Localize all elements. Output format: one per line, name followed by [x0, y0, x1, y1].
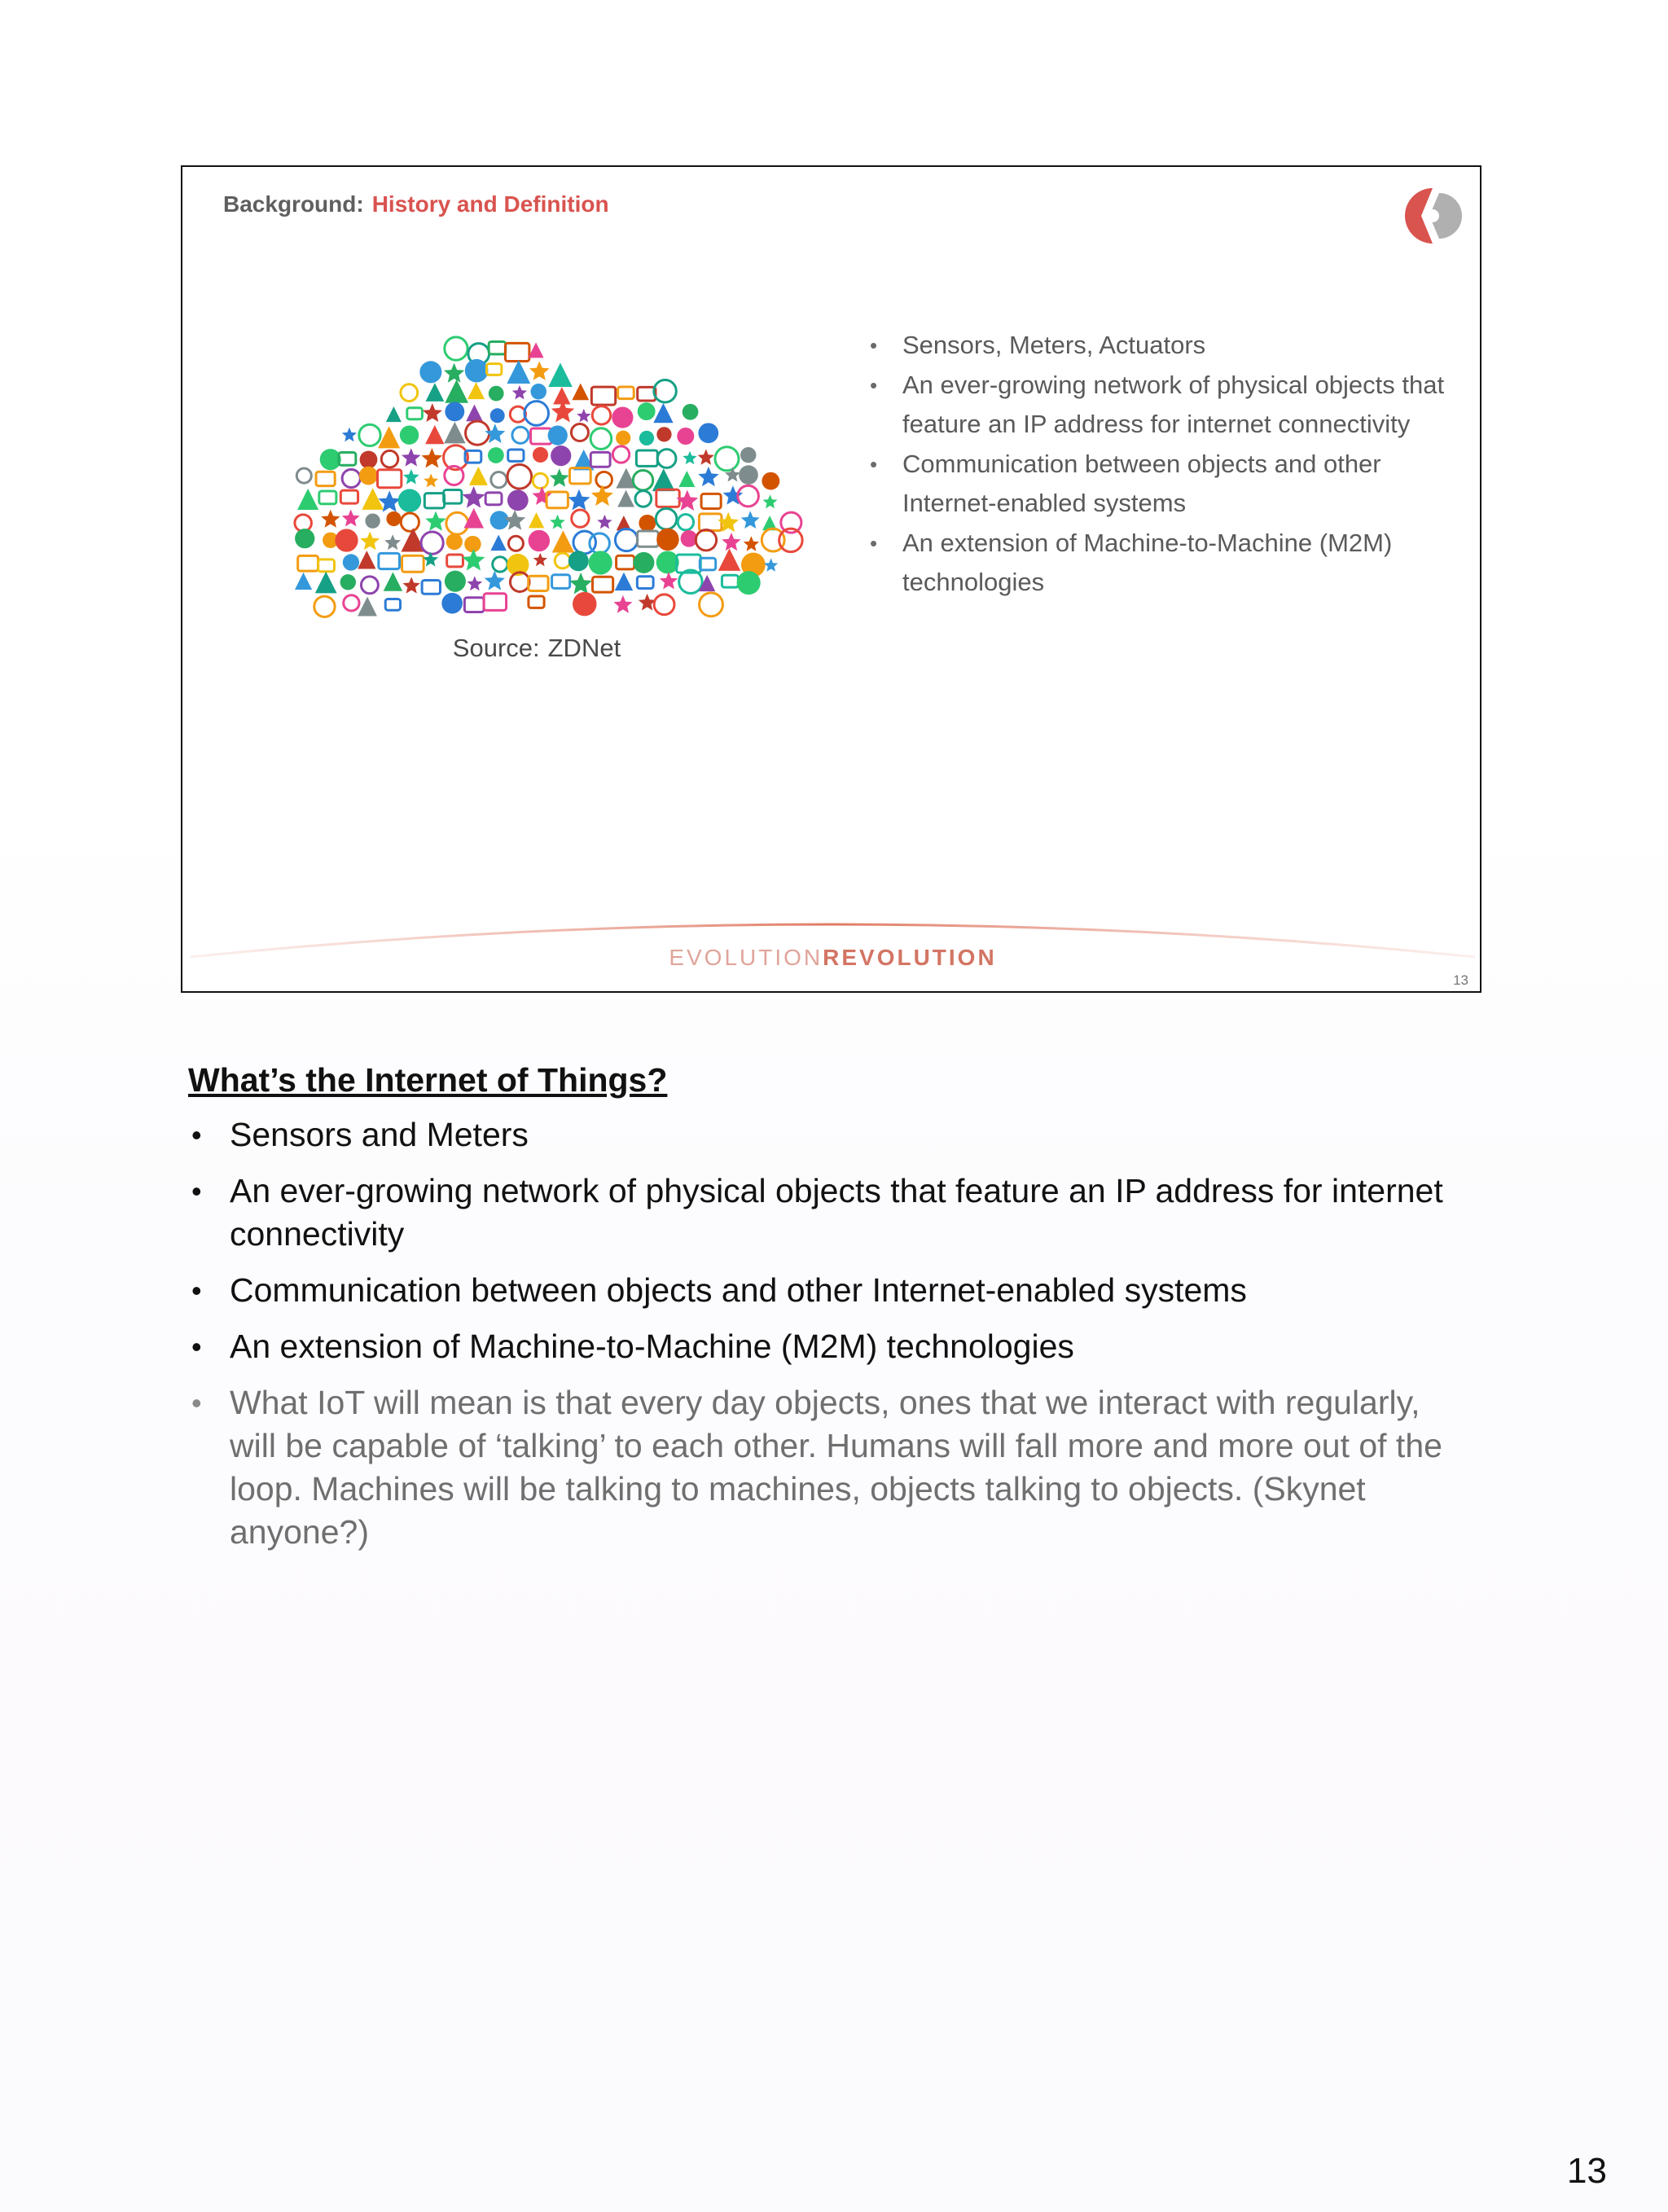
cloud-icon-star: [402, 448, 421, 466]
cloud-icon-circle: [295, 529, 314, 548]
cloud-icon-circle: [386, 511, 401, 526]
cloud-icon-triangle: [358, 597, 377, 617]
cloud-icon-ring: [344, 595, 359, 611]
cloud-icon-star: [512, 385, 527, 399]
cloud-icon-star: [698, 467, 719, 486]
cloud-icon-screen: [385, 599, 400, 611]
cloud-icon-ring: [555, 553, 570, 568]
cloud-icon-ring: [421, 532, 443, 554]
cloud-icon-ring: [361, 577, 378, 594]
cloud-icon-star: [423, 403, 442, 422]
cloud-icon-circle: [419, 361, 441, 383]
cloud-icon-ring: [571, 424, 588, 441]
cloud-icon-screen: [379, 553, 400, 568]
cloud-icon-circle: [616, 431, 630, 445]
cloud-icon-screen: [339, 453, 356, 466]
cloud-icon-ring: [445, 337, 467, 360]
cloud-icon-triangle: [445, 380, 468, 403]
cloud-icon-star: [744, 536, 759, 551]
cloud-icon-circle: [612, 407, 633, 428]
notes-bullet-list: [188, 1113, 1459, 1567]
cloud-icon-star: [683, 451, 696, 464]
cloud-icon-screen: [656, 489, 679, 507]
cloud-icon-ring: [493, 557, 507, 572]
cloud-icon-screen: [340, 490, 358, 503]
cloud-icon-screen: [319, 491, 336, 504]
cloud-icon-star: [741, 511, 760, 529]
cloud-icon-ring: [508, 536, 523, 551]
cloud-icon-circle: [737, 571, 761, 595]
cloud-icon-screen: [484, 594, 506, 611]
cloud-icon-triangle: [572, 383, 589, 400]
cloud-icon-ring: [572, 510, 589, 527]
cloud-icon-star: [533, 553, 547, 566]
cloud-icon-ring: [507, 464, 532, 489]
footer-brand-wordmark: [182, 945, 1481, 971]
cloud-icon-star: [577, 409, 590, 423]
slide-header: [223, 191, 609, 217]
slide-header-label: Background:: [223, 191, 364, 217]
cloud-icon-screen: [701, 494, 721, 508]
cloud-icon-screen: [447, 555, 463, 567]
cloud-icon-circle: [441, 593, 463, 614]
cloud-icon-circle: [529, 530, 551, 552]
cloud-icon-triangle: [444, 422, 465, 443]
cloud-icon-star: [462, 549, 485, 571]
iot-icon-cloud-image: [256, 314, 818, 623]
slide-number: 13: [1453, 972, 1468, 988]
cloud-icon-star: [597, 515, 612, 529]
cloud-icon-circle: [360, 450, 378, 468]
cloud-icon-ring: [533, 473, 547, 488]
cloud-icon-ring: [590, 533, 610, 554]
cloud-icon-screen: [422, 581, 440, 595]
slide-header-title: History and Definition: [371, 191, 609, 217]
cloud-icon-ring: [700, 593, 723, 617]
cloud-icon-star: [725, 467, 740, 481]
cloud-icon-ring: [401, 384, 418, 402]
cloud-icon-ring: [656, 508, 677, 529]
cloud-icon-triangle: [297, 489, 318, 510]
page-number: 13: [1567, 2151, 1607, 2191]
cloud-icon-circle: [762, 472, 779, 490]
cloud-icon-star: [569, 573, 592, 595]
cloud-icon-circle: [739, 465, 758, 485]
cloud-icon-screen: [402, 555, 424, 572]
cloud-icon-triangle: [469, 467, 488, 485]
cloud-icon-triangle: [426, 383, 445, 402]
cloud-icon-ring: [342, 469, 360, 487]
cloud-icon-screen: [464, 598, 484, 612]
slide-thumbnail: [181, 165, 1481, 993]
cloud-icon-triangle: [653, 403, 673, 423]
cloud-icon-circle: [335, 529, 358, 551]
cloud-icon-screen: [722, 575, 738, 587]
cloud-icon-circle: [445, 571, 466, 592]
cloud-icon-star: [550, 468, 569, 487]
cloud-icon-ring: [738, 485, 759, 507]
cloud-icon-circle: [639, 515, 656, 532]
image-caption-source: ZDNet: [547, 634, 621, 662]
cloud-icon-star: [764, 558, 778, 571]
cloud-icon-star: [722, 533, 740, 551]
cloud-icon-triangle: [529, 512, 544, 528]
slide-bullet: • Communication between objects and other Internet-enabled systems: [865, 445, 1451, 524]
cloud-icon-star: [550, 515, 565, 529]
cloud-icon-ring: [635, 491, 652, 507]
cloud-icon-circle: [589, 551, 612, 574]
cloud-icon-circle: [489, 386, 504, 402]
cloud-icon-star: [424, 473, 438, 487]
cloud-icon-screen: [489, 341, 506, 353]
cloud-icon-star: [613, 595, 632, 613]
cloud-icon-star: [660, 572, 678, 589]
cloud-icon-ring: [401, 513, 419, 531]
cloud-icon-star: [444, 363, 464, 383]
cloud-icon-triangle: [295, 573, 312, 590]
cloud-icon-star: [422, 448, 443, 467]
cloud-icon-circle: [400, 425, 419, 444]
cloud-icon-triangle: [490, 535, 507, 551]
cloud-icon-triangle: [617, 490, 634, 507]
cloud-icon-triangle: [467, 382, 485, 399]
cloud-icon-triangle: [507, 360, 530, 384]
cloud-icon-screen: [699, 514, 722, 531]
cloud-icon-star: [529, 361, 550, 380]
cloud-icon-star: [591, 485, 613, 506]
cloud-icon-star: [360, 532, 380, 551]
slide-bullet: • An extension of Machine-to-Machine (M2M) technologies: [865, 524, 1451, 603]
cloud-icon-circle: [656, 427, 671, 441]
cloud-icon-circle: [677, 428, 694, 445]
cloud-icon-star: [342, 428, 357, 442]
cloud-icon-circle: [639, 431, 654, 445]
cloud-icon-circle: [573, 592, 596, 616]
cloud-icon-screen: [637, 577, 653, 589]
notes-bullet: • Sensors and Meters: [188, 1113, 1459, 1156]
cloud-icon-circle: [551, 445, 571, 466]
cloud-icon-circle: [548, 425, 568, 445]
cloud-icon-triangle: [548, 362, 573, 387]
cloud-icon-star: [463, 486, 485, 508]
cloud-icon-screen: [318, 560, 335, 572]
cloud-icon-star: [384, 534, 401, 550]
cloud-icon-screen: [485, 493, 502, 505]
cloud-icon-screen: [444, 489, 462, 503]
cloud-icon-ring: [314, 596, 335, 617]
cloud-icon-ring: [592, 406, 610, 424]
cloud-icon-triangle: [358, 551, 375, 568]
cloud-icon-ring: [657, 450, 676, 468]
cloud-icon-triangle: [553, 387, 570, 404]
cloud-icon-star: [698, 450, 714, 465]
cloud-icon-star: [485, 571, 505, 590]
cloud-icon-screen: [529, 596, 544, 608]
cloud-icon-star: [568, 489, 590, 511]
cloud-icon-screen: [700, 558, 715, 570]
cloud-icon-screen: [593, 577, 613, 592]
cloud-icon-triangle: [678, 471, 695, 487]
cloud-icon-ring: [633, 471, 652, 490]
cloud-icon-ring: [525, 402, 549, 426]
cloud-icon-star: [342, 510, 360, 527]
cloud-icon-ring: [678, 515, 693, 530]
cloud-icon-screen: [316, 472, 335, 485]
cloud-icon-circle: [359, 467, 378, 485]
cloud-icon-ring: [491, 472, 507, 488]
cloud-icon-circle: [533, 447, 548, 463]
cloud-icon-triangle: [384, 572, 402, 590]
cloud-icon-triangle: [652, 468, 675, 491]
slide-bullet: • An ever-growing network of physical objects that feature an IP address for internet connectivity: [865, 366, 1451, 445]
cloud-icon-triangle: [615, 573, 633, 590]
cloud-icon-circle: [568, 551, 589, 571]
cloud-icon-screen: [638, 531, 659, 546]
cloud-icon-circle: [683, 404, 699, 420]
cloud-icon-star: [425, 511, 446, 531]
cloud-icon-screen: [617, 555, 634, 569]
image-caption: [182, 634, 891, 663]
cloud-icon-circle: [633, 552, 654, 573]
cloud-icon-screen: [486, 364, 501, 375]
cloud-icon-ring: [446, 512, 468, 534]
cloud-icon-circle: [446, 533, 463, 550]
cloud-icon-ring: [359, 424, 380, 445]
cloud-icon-star: [403, 469, 419, 485]
cloud-icon-circle: [340, 574, 356, 590]
cloud-icon-circle: [465, 359, 489, 383]
cloud-icon-star: [321, 510, 340, 528]
cloud-icon-ring: [615, 529, 637, 551]
cloud-icon-circle: [488, 447, 504, 463]
cloud-icon-screen: [505, 343, 529, 361]
cloud-icon-ring: [654, 595, 674, 615]
cloud-icon-circle: [638, 402, 656, 420]
cloud-icon-circle: [530, 384, 546, 400]
cloud-icon-ring: [654, 380, 676, 402]
cloud-icon-star: [504, 510, 525, 530]
cloud-icon-triangle: [425, 425, 444, 444]
cloud-icon-star: [467, 576, 483, 590]
cloud-icon-ring: [296, 468, 311, 483]
slide-bullet: • Sensors, Meters, Actuators: [865, 326, 1451, 366]
cloud-icon-circle: [398, 489, 422, 512]
cloud-icon-screen: [618, 387, 634, 399]
cloud-icon-circle: [740, 447, 756, 463]
cloud-icon-circle: [365, 513, 380, 528]
cloud-icon-star: [763, 494, 778, 508]
notes-heading: What’s the Internet of Things?: [188, 1061, 668, 1099]
cloud-icon-screen: [424, 494, 444, 508]
cloud-icon-triangle: [386, 406, 402, 422]
cloud-icon-circle: [698, 423, 718, 443]
image-caption-label: Source:: [452, 634, 540, 662]
cloud-icon-circle: [464, 536, 481, 552]
cloud-icon-screen: [636, 450, 657, 466]
cloud-icon-circle: [445, 402, 464, 422]
cloud-icon-ring: [590, 428, 612, 450]
cloud-icon-screen: [552, 575, 570, 589]
cloud-icon-circle: [490, 408, 505, 423]
notes-bullet-commentary: • What IoT will mean is that every day objects, ones that we interact with regularly, will be capable of ‘talking’ to each other. Humans will fall more and more out of the loop. Machines will be talking to machines, objects talking to objects. (Skynet anyone?): [188, 1381, 1459, 1554]
cloud-icon-screen: [529, 576, 548, 590]
cloud-icon-circle: [343, 554, 359, 570]
cloud-icon-screen: [569, 468, 590, 484]
cloud-icon-screen: [508, 450, 524, 461]
cloud-icon-screen: [590, 452, 610, 467]
cloud-icon-ring: [466, 421, 489, 445]
notes-bullet: • Communication between objects and other Internet-enabled systems: [188, 1269, 1459, 1312]
cloud-icon-ring: [696, 529, 716, 550]
notes-bullet: • An extension of Machine-to-Machine (M2M) technologies: [188, 1325, 1459, 1368]
footer-brand-evolution: EVOLUTION: [669, 945, 823, 970]
brand-logo-icon: [1400, 185, 1462, 247]
cloud-icon-circle: [507, 489, 529, 511]
notes-bullet: • An ever-growing network of physical objects that feature an IP address for internet connectivity: [188, 1170, 1459, 1256]
cloud-icon-triangle: [466, 405, 483, 422]
cloud-icon-circle: [490, 511, 509, 529]
cloud-icon-screen: [407, 408, 423, 419]
slide-bullet-list: [865, 326, 1451, 603]
cloud-icon-ring: [512, 427, 529, 443]
footer-brand-revolution: REVOLUTION: [823, 945, 997, 970]
cloud-icon-triangle: [718, 548, 740, 570]
cloud-icon-star: [403, 577, 420, 593]
cloud-icon-screen: [377, 470, 401, 488]
cloud-icon-triangle: [552, 530, 574, 552]
cloud-icon-ring: [612, 446, 629, 463]
cloud-icon-screen: [298, 555, 318, 571]
cloud-icon-ring: [596, 472, 612, 488]
cloud-icon-star: [533, 486, 552, 505]
cloud-icon-screen: [591, 387, 615, 405]
cloud-icon-ring: [381, 450, 398, 467]
cloud-icon-circle: [656, 529, 679, 551]
cloud-icon-triangle: [315, 572, 337, 594]
cloud-icon-ring: [715, 447, 739, 471]
